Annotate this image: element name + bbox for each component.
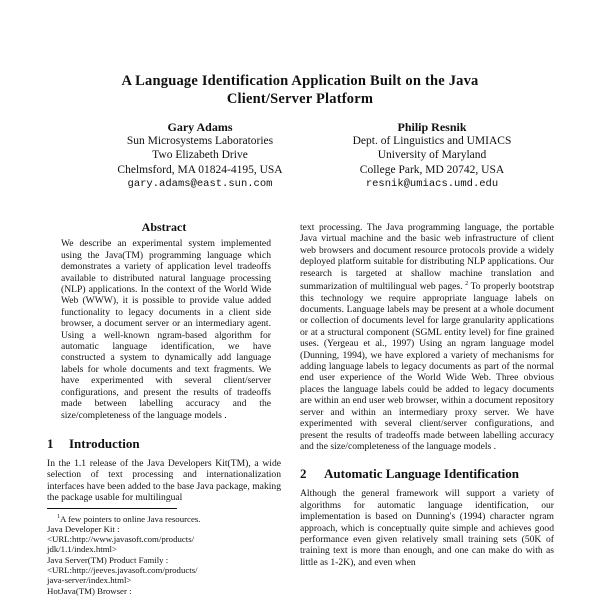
introduction-text-right: text processing. The Java programming language, the portable Java virtual machine and the basic web infrastructure of client web browsers and document resource protocols provide a widely deployed platform suitable for distributing NLP applications. Our research is targeted at shallow machine translation and summarization of multilingual web pages. $^2$ To properly bootstrap this technology we require appropriate language labels on documents. Language labels may be present at a whole document or collection of documents level for large granularity applications or at a structural component (SGML entity level) for fine grained uses. (Yergeau et al., 1997) Using an ngram language model (Dunning, 1994), we have explored a variety of mechanisms for adding language labels to legacy documents as part of the normal end user experience of the World Wide Web. Three obvious places the language labels could be added to legacy documents are within an end user web browser, within a document repository server and within an intermediary proxy server. We have experimented with several client/server configurations, and present the results of tradeoffs made between labelling accuracy and the size/completeness of the language models . (300, 222, 555, 452)
author-email: gary.adams@east.sun.com (127, 177, 273, 190)
section-2-text: Although the general framework will support a variety of algorithms for automatic language identification, our implementation is based on Dunning's (1994) character ngram approach, which is conceptually quite simple and achieves good performance even given relatively small training sets (50K of training text is more than enough, and one can make do with as little as 1-2K), and even when (300, 488, 554, 568)
introduction-text-left: In the 1.1 release of the Java Developers Kit(TM), a wide selection of text processing and internationalization interfaces have been added to the base Java package, making the package usable for multilingual (47, 457, 281, 504)
title-line-2: Client/Server Platform (226, 91, 374, 107)
footnote-line: Java Developer Kit : (47, 523, 120, 534)
footnote-line: $^1$A few pointers to online Java resources. (57, 513, 201, 524)
author-address-line-2: Chelmsford, MA 01824-4195, USA (117, 163, 283, 176)
author-name: Philip Resnik (397, 120, 467, 134)
title-line-1: A Language Identification Application Built on the Java (121, 73, 479, 89)
author-block-1 (80, 120, 320, 191)
footnote-line: jdk/1.1/index.html> (47, 544, 117, 555)
footnote-reference: 2 (465, 281, 469, 288)
author-affiliation: Dept. of Linguistics and UMIACS (352, 135, 512, 148)
section-title: Automatic Language Identification (324, 466, 519, 482)
section-title: Introduction (69, 435, 140, 451)
footnote-divider (47, 508, 177, 509)
author-affiliation: Sun Microsystems Laboratories (126, 135, 274, 148)
footnote-line: java-server/index.html> (47, 575, 132, 586)
left-column (47, 222, 281, 596)
author-email: resnik@umiacs.umd.edu (365, 177, 499, 190)
abstract-text: We describe an experimental system implemented using the Java(TM) programming language which demonstrates a variety of application level tradeoffs available to distributed natural language processing (NLP) applications. In the context of the World Wide Web (WWW), it is possible to provide value added functionality to legacy documents in a client side browser, a document server or an intermediary agent. Using a well-known ngram-based algorithm for automatic language identification, we have constructed a system to dynamically add language labels for whole documents and text fragments. We have experimented with several client/server configurations, and present the results of tradeoffs made between labelling accuracy and the size/completeness of the language models . (61, 238, 271, 421)
author-address-line-1: Two Elizabeth Drive (152, 149, 248, 162)
footnote-line: HotJava(TM) Browser : (47, 585, 132, 596)
paper-title (0, 72, 600, 108)
section-heading-introduction (47, 436, 281, 452)
footnote-line: <URL:http://www.javasoft.com/products/ (47, 534, 195, 545)
section-heading-automatic-language-identification (300, 466, 554, 482)
author-name: Gary Adams (167, 120, 233, 134)
footnote-line: <URL:http://jeeves.javasoft.com/products/ (47, 564, 198, 575)
footnote-mark: 1 (57, 513, 60, 520)
right-column (300, 222, 554, 568)
section-number: 2 (300, 466, 307, 482)
abstract-heading: Abstract (141, 220, 187, 234)
footnote-line: Java Server(TM) Product Family : (47, 554, 169, 565)
section-number: 1 (47, 435, 54, 451)
author-address-line-2: College Park, MD 20742, USA (359, 163, 505, 176)
footnote (47, 512, 281, 596)
author-block-2 (312, 120, 552, 191)
author-address-line-1: University of Maryland (377, 149, 487, 162)
